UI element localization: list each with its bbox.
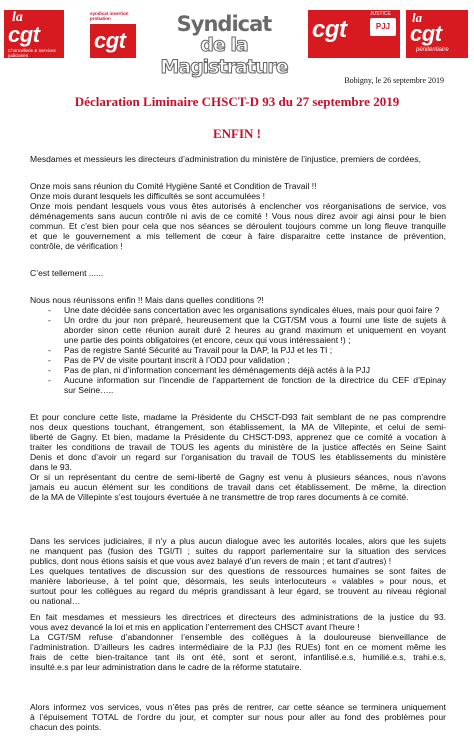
para1-line: Onze mois sans réunion du Comité Hygiène Santé et Condition de Travail !! (30, 181, 317, 191)
bullet-line: Aucune information sur l’incendie de l’appartement de fonction de la directrice du CEF d’Epinay (64, 375, 446, 385)
para5-line: La CGT/SM refuse d’abandonner l’ensemble des collègues à la douloureuse bienveillance de (30, 632, 446, 642)
logo-brand-cgt: cgt (312, 16, 347, 43)
para6-line: à l’épuisement TOTAL de l’ordre du jour, et compter sur nous pour aller au fond des problèmes pour (30, 712, 446, 722)
bullet-line: Un ordre du jour non préparé, heureusement que la CGT/SM vous a fourni une liste de sujets à (64, 315, 446, 325)
para1-line: contrôle, de vérification ! (30, 241, 123, 251)
para1-line: et que le gouvernement a mis tellement de cœur à faire disparaitre cette instance de prévention, (30, 231, 446, 241)
logo-line-2: de la Magistrature (160, 34, 288, 78)
para4-line: de la MA de Villepinte s’est toujours évertuée à ne transmettre de trop rares documents à ce comité. (30, 492, 409, 502)
para5-line: ou national… (30, 596, 81, 606)
document-date: Bobigny, le 26 septembre 2019 (344, 76, 444, 85)
para5-line: manière laborieuse, à tel point que, désormais, les seuls interlocuteurs « valables » pour nous, et (30, 576, 446, 586)
bullet-dash: - (48, 365, 51, 375)
cgt-penitentiaire-logo (406, 10, 468, 58)
para4-line: dans le 93. (30, 462, 72, 472)
para4-line: nos deux questions touchant, étrangement, son établissement, la MA de Villepinte, et celui de semi- (30, 422, 446, 432)
para4-line: traiter les conditions de travail de TOUS les agents du ministère de la justice affectés en Seine Saint (30, 442, 446, 452)
logo-line-1: Syndicat (176, 12, 272, 36)
para5-line: frais de cette bien-traitance tant ils ont été, sont et seront, infantilisé.e.s, humilié.e.s, trahi.e.s, (30, 652, 446, 662)
para6-line: Alors informez vos services, vous n’êtes pas près de rentrer, car cette séance se terminera uniquement (30, 702, 446, 712)
para5-line: Les quelques tentatives de discussion sur des questions de ressources humaines se sont faites de (30, 566, 446, 576)
logo-brand-cgt: cgt (410, 21, 442, 46)
greeting: Mesdames et messieurs les directeurs d’administration du ministère de l’injustice, premiers de cordées, (30, 154, 421, 164)
para4-line: Denis et donc d’avoir un regard sur l’organisation du travail de TOUS les établissements du ministère (30, 452, 446, 462)
bullet-line: Pas de registre Santé Sécurité au Travail pour la DAP, la PJJ et les TI ; (64, 345, 333, 355)
bullet-dash: - (48, 355, 51, 365)
cgt-justice-pjj-logo (308, 10, 400, 58)
bullet-line: Pas de plan, ni d’information concernant les déménagements déjà actés à la PJJ (64, 365, 370, 375)
logo-caption: pénitentiaire (416, 47, 449, 53)
para1-line: Onze mois durant lesquels les difficultés se sont accumulées ! (30, 191, 265, 201)
pjj-badge (370, 18, 396, 36)
bullet-line: aborder sinon cette réunion aurait duré 2 heures au grand maximum et uniquement en voyant (64, 325, 446, 335)
bullet-line: une partie des points obligatoires (et encore, ceux qui vous intéressaient !) ; (64, 335, 351, 345)
pjj-badge-text: PJJ (375, 22, 391, 31)
para5-line: l’administration. D’ailleurs les cadres intermédiaire de la PJJ (les RUEs) font en ce moment même les (30, 642, 446, 652)
para1-line: commun. Et c’est bien pour cela que nos séances se déroulent toujours comme un long fleuve tranquille (30, 221, 446, 231)
para5-line: Dans les services judiciaires, il n’y a plus aucun dialogue avec les autorités locales, alors que les sujets (30, 536, 446, 546)
document-subtitle: ENFIN ! (212, 126, 262, 141)
para1-line: déménagements sans aucun contrôle ni avis de ce comité ! Vous nous direz avoir agi ainsi pour le bien (30, 211, 446, 221)
para4-line: Or si un représentant du centre de semi-liberté de Gagny est venu à plusieurs séances, nous n’avons (30, 472, 446, 482)
para4-line: liberté de Gagny. Et bien, madame la Présidente du CHSCT-D93, apprenez que ce comité a vocation à (30, 432, 446, 442)
para1-line: Onze mois pendant lesquels vous vous êtes autorisés à enclencher vos réorganisations de service, vos (30, 201, 446, 211)
bullet-dash: - (48, 315, 51, 325)
para5-line: En fait mesdames et messieurs les directrices et directeurs des administrations de la justice du 93. (30, 612, 446, 622)
cgt-chancellerie-logo (4, 10, 64, 58)
bullet-dash: - (48, 345, 51, 355)
logo-header (4, 4, 470, 78)
bullet-line: Une date décidée sans concertation avec les organisations syndicales élues, mais pour quoi faire ? (64, 305, 440, 315)
logo-brand-cgt: cgt (8, 22, 40, 47)
para5-line: vous avez devancé la loi et mis en application l’enterrement des CHSCT avant l’heure ! (30, 622, 360, 632)
logo-red-block (90, 24, 136, 58)
bullet-dash: - (48, 305, 51, 315)
para5-line: insulté.e.s par leur administration dans le cadre de la réforme statutaire. (30, 662, 302, 672)
bullet-line: Pas de PV de visite pourtant inscrit à l’ODJ pour validation ; (64, 355, 290, 365)
bullet-dash: - (48, 375, 51, 385)
cgt-insertion-probation-logo (70, 10, 136, 58)
para3: Nous nous réunissons enfin !! Mais dans quelles conditions ?! (30, 295, 264, 305)
document-title: Déclaration Liminaire CHSCT-D 93 du 27 septembre 2019 (74, 94, 400, 109)
para5-line: ne manquent pas (fusion des TGI/TI ; suites du rapport parlementaire sur la situation des services (30, 546, 446, 556)
logo-brand-cgt: cgt (94, 28, 126, 53)
syndicat-magistrature-logo (144, 10, 304, 78)
logo-script-la: la (12, 10, 23, 25)
logo-caption: syndicat insertion probation (90, 11, 129, 21)
logo-caption: JUSTICE (370, 11, 391, 17)
logo-script-la: la (412, 10, 423, 25)
para4-line: Et pour conclure cette liste, madame la Présidente du CHSCT-D93 fait semblant de ne pas comprendre (30, 412, 446, 422)
para6-line: chacun des points. (30, 722, 102, 732)
bullet-line: sur Seine….. (64, 385, 114, 395)
para5-line: publics, dont nous étions saisis et que vous avez balayé d’un revers de main ; et tant d’autres) ! (30, 556, 392, 566)
para4-line: jamais eu aucun élément sur les conditions de travail dans cet établissement. De même, la direction (30, 482, 446, 492)
para2: C’est tellement ...... (30, 268, 104, 278)
logo-caption: Chancellerie & Services judiciaires (8, 48, 56, 58)
para5-line: surtout pour les collègues au regard du mépris grandissant à leur égard, se trouvent au niveau régional (30, 586, 446, 596)
